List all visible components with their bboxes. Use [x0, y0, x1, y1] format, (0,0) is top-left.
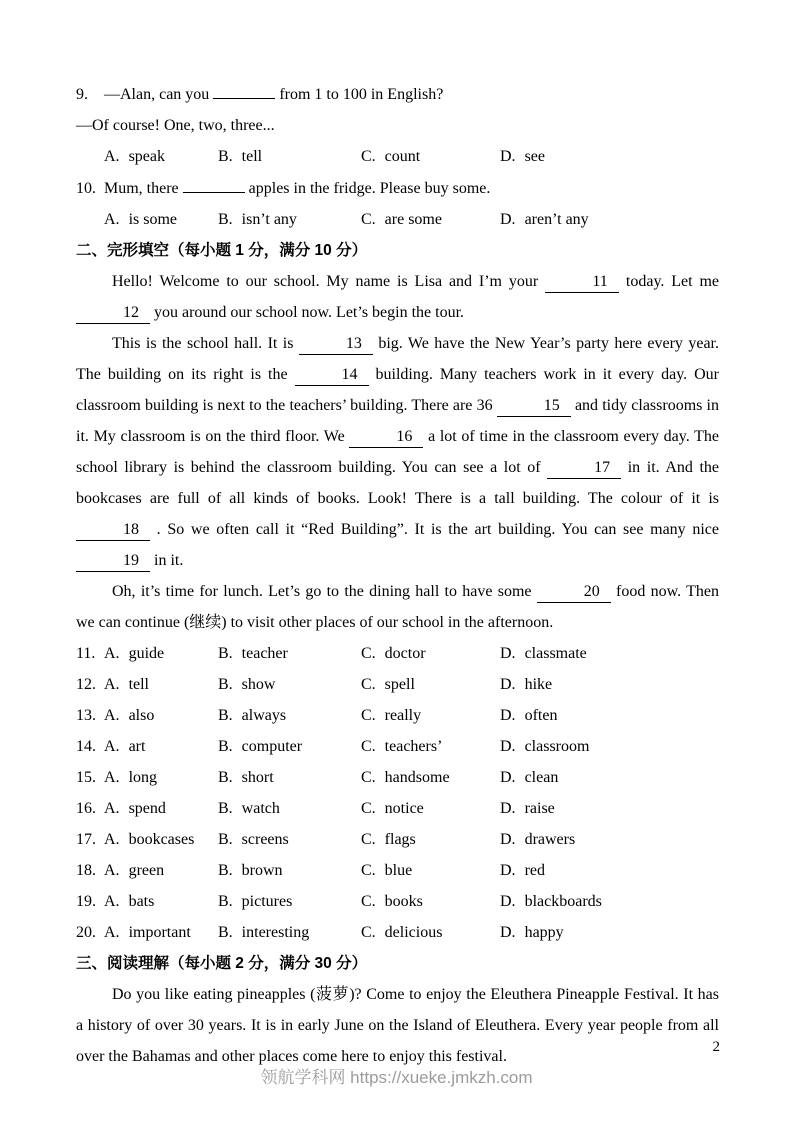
watermark-text: 领航学科网 https://xueke.jmkzh.com: [260, 1068, 533, 1087]
fill-in-blank: 15: [497, 396, 571, 417]
option: [104, 855, 164, 886]
fill-in-blank: 11: [545, 272, 619, 293]
question-number: 13.: [76, 707, 96, 724]
text-segment: you around our school now. Let’s begin the tour.: [150, 304, 465, 321]
question-number: 11.: [76, 645, 96, 662]
option-label: A.: [104, 924, 120, 941]
option-text: red: [524, 862, 545, 879]
option: [218, 700, 286, 731]
fill-in-blank: [183, 172, 245, 193]
fill-in-blank: 13: [299, 334, 373, 355]
option-label: A.: [104, 211, 120, 228]
text-segment: This is the school hall. It is: [112, 335, 299, 352]
fill-in-blank: 18: [76, 520, 150, 541]
fill-in-blank: 17: [547, 458, 621, 479]
option-label: B.: [218, 831, 233, 848]
question-number: 14.: [76, 738, 96, 755]
option-text: short: [241, 769, 274, 786]
option-text: hike: [524, 676, 553, 693]
option-label: D.: [500, 211, 516, 228]
option: [218, 762, 274, 793]
option: [104, 204, 177, 235]
option-text: guide: [128, 645, 165, 662]
option-label: D.: [500, 862, 516, 879]
cloze-question-row: [76, 669, 719, 700]
option: [500, 141, 545, 172]
option-text: delicious: [384, 924, 443, 941]
option-text: books: [384, 893, 423, 910]
option-text: isn’t any: [241, 211, 297, 228]
option-text: art: [128, 738, 146, 755]
option: [218, 886, 292, 917]
option: [500, 886, 602, 917]
page-content: [76, 78, 719, 1072]
question-10-stem: [76, 172, 719, 204]
option: [104, 886, 154, 917]
question-9-reply: —Of course! One, two, three...: [76, 117, 275, 134]
option: [500, 855, 545, 886]
cloze-question-row: [76, 762, 719, 793]
option-text: watch: [241, 800, 280, 817]
option-text: doctor: [384, 645, 426, 662]
option: [104, 141, 165, 172]
option-text: often: [524, 707, 558, 724]
option: [218, 731, 302, 762]
cloze-question-row: [76, 824, 719, 855]
option-label: B.: [218, 800, 233, 817]
option-text: also: [128, 707, 155, 724]
section-2-title: 二、完形填空（每小题 1 分，满分 10 分）: [76, 242, 368, 259]
option-text: classroom: [524, 738, 590, 755]
text-segment: in it.: [150, 552, 184, 569]
option-text: happy: [524, 924, 564, 941]
question-number: 9.: [76, 86, 88, 103]
option-label: C.: [361, 924, 376, 941]
option-label: B.: [218, 707, 233, 724]
question-number: 16.: [76, 800, 96, 817]
text-segment: from 1 to 100 in English?: [275, 86, 444, 103]
option-text: flags: [384, 831, 416, 848]
option: [361, 793, 424, 824]
option: [104, 638, 164, 669]
option: [104, 824, 194, 855]
question-9-options: [76, 141, 719, 172]
option-text: classmate: [524, 645, 587, 662]
option: [218, 855, 283, 886]
option-label: D.: [500, 769, 516, 786]
text-segment: food now. Then we can continue (继续) to visit other places of our school in the afternoon.: [76, 583, 719, 631]
option: [361, 700, 421, 731]
text-segment: . So we often call it “Red Building”. It is the art building. You can see many nice: [150, 521, 719, 538]
option-text: drawers: [524, 831, 576, 848]
option-text: count: [384, 148, 421, 165]
option-label: C.: [361, 676, 376, 693]
text-segment: apples in the fridge. Please buy some.: [244, 180, 491, 197]
option-label: C.: [361, 800, 376, 817]
text-segment: big. We have the New Year’s party here every year. The building on its right is the: [76, 335, 720, 383]
cloze-paragraph-3: [76, 576, 719, 638]
option-text: clean: [524, 769, 559, 786]
option-text: pictures: [241, 893, 293, 910]
option-text: blue: [384, 862, 413, 879]
option-text: teachers’: [384, 738, 443, 755]
cloze-question-list: [76, 638, 719, 948]
option: [218, 204, 297, 235]
option: [104, 669, 149, 700]
option: [361, 638, 426, 669]
option-text: are some: [384, 211, 442, 228]
option-text: brown: [241, 862, 283, 879]
option-text: bats: [128, 893, 155, 910]
option-text: really: [384, 707, 422, 724]
option: [361, 824, 416, 855]
question-number: 12.: [76, 676, 96, 693]
option-label: B.: [218, 862, 233, 879]
cloze-question-row: [76, 855, 719, 886]
option-text: spend: [128, 800, 166, 817]
option-label: A.: [104, 862, 120, 879]
option-text: bookcases: [128, 831, 195, 848]
option: [104, 917, 191, 948]
option: [104, 762, 157, 793]
option-text: notice: [384, 800, 424, 817]
question-number: 18.: [76, 862, 96, 879]
option: [104, 731, 145, 762]
option-label: C.: [361, 862, 376, 879]
option: [218, 141, 262, 172]
question-number: 10.: [76, 180, 96, 197]
option-label: D.: [500, 676, 516, 693]
option-label: C.: [361, 893, 376, 910]
text-segment: —Alan, can you: [104, 86, 214, 103]
option-text: tell: [128, 676, 149, 693]
option-label: D.: [500, 893, 516, 910]
option-label: D.: [500, 800, 516, 817]
text-segment: and tidy classrooms in it. My classroom is on the third floor. We: [76, 397, 719, 445]
option-label: C.: [361, 831, 376, 848]
option-text: handsome: [384, 769, 450, 786]
option-text: show: [241, 676, 276, 693]
option: [500, 731, 589, 762]
section-3-title: 三、阅读理解（每小题 2 分，满分 30 分）: [76, 955, 368, 972]
cloze-paragraph-1: [76, 266, 719, 328]
option-label: A.: [104, 676, 120, 693]
question-10-options: [76, 204, 719, 235]
option-label: A.: [104, 738, 120, 755]
option-label: A.: [104, 831, 120, 848]
question-stem-text: [104, 180, 490, 197]
option-text: speak: [128, 148, 165, 165]
option: [361, 141, 420, 172]
question-number: 17.: [76, 831, 96, 848]
text-segment: Hello! Welcome to our school. My name is Lisa and I’m your: [112, 273, 546, 290]
option: [500, 638, 587, 669]
option-label: C.: [361, 211, 376, 228]
fill-in-blank: 14: [295, 365, 369, 386]
cloze-question-row: [76, 731, 719, 762]
option: [218, 793, 280, 824]
option: [361, 917, 442, 948]
option-label: D.: [500, 645, 516, 662]
option-text: always: [241, 707, 287, 724]
question-9-stem: [76, 78, 719, 110]
option-label: D.: [500, 707, 516, 724]
option-label: A.: [104, 893, 120, 910]
option-label: D.: [500, 831, 516, 848]
option: [361, 204, 442, 235]
option: [361, 855, 412, 886]
cloze-question-row: [76, 638, 719, 669]
option-text: computer: [241, 738, 303, 755]
reading-paragraph: Do you like eating pineapples (菠萝)? Come to enjoy the Eleuthera Pineapple Festival. It has a history of over 30 years. It is in early June on the Island of Eleuthera. Every year people from all over the Bahamas and other places come here to enjoy this festival.: [76, 986, 719, 1065]
option-label: A.: [104, 645, 120, 662]
option-label: C.: [361, 707, 376, 724]
option-label: B.: [218, 211, 233, 228]
fill-in-blank: 12: [76, 303, 150, 324]
question-number: 19.: [76, 893, 96, 910]
option-label: B.: [218, 924, 233, 941]
option-label: A.: [104, 769, 120, 786]
option-label: D.: [500, 738, 516, 755]
option-text: aren’t any: [524, 211, 589, 228]
text-segment: building. Many teachers work in it every day. Our classroom building is next to the teachers’ building. There are 36: [76, 366, 720, 414]
option: [361, 731, 442, 762]
option: [361, 762, 450, 793]
cloze-question-row: [76, 700, 719, 731]
option: [500, 204, 589, 235]
option: [500, 917, 564, 948]
fill-in-blank: 19: [76, 551, 150, 572]
option-text: blackboards: [524, 893, 602, 910]
option: [500, 669, 552, 700]
fill-in-blank: 16: [349, 427, 423, 448]
option-label: B.: [218, 769, 233, 786]
option-text: green: [128, 862, 165, 879]
option-label: C.: [361, 148, 376, 165]
question-number: 15.: [76, 769, 96, 786]
option: [361, 669, 415, 700]
page-number: 2: [712, 1039, 720, 1055]
option: [500, 793, 555, 824]
option-text: teacher: [241, 645, 288, 662]
option-label: B.: [218, 893, 233, 910]
option: [500, 762, 558, 793]
option-label: C.: [361, 645, 376, 662]
question-number: 20.: [76, 924, 96, 941]
cloze-question-row: [76, 886, 719, 917]
option-text: screens: [241, 831, 289, 848]
cloze-question-row: [76, 917, 719, 948]
option: [218, 638, 288, 669]
text-segment: Oh, it’s time for lunch. Let’s go to the dining hall to have some: [112, 583, 537, 600]
option-text: raise: [524, 800, 555, 817]
option: [104, 793, 166, 824]
option-label: B.: [218, 645, 233, 662]
option-text: important: [128, 924, 191, 941]
option: [218, 917, 309, 948]
fill-in-blank: 20: [537, 582, 611, 603]
option-text: is some: [128, 211, 178, 228]
option-label: B.: [218, 738, 233, 755]
option: [104, 700, 154, 731]
cloze-paragraph-2: [76, 328, 719, 576]
option-text: spell: [384, 676, 415, 693]
option-text: interesting: [241, 924, 310, 941]
cloze-question-row: [76, 793, 719, 824]
option-label: D.: [500, 148, 516, 165]
option-text: tell: [241, 148, 263, 165]
option: [218, 824, 289, 855]
option-text: see: [524, 148, 545, 165]
text-segment: in it. And the bookcases are full of all kinds of books. Look! There is a tall building. The colour of it is: [76, 459, 719, 507]
option: [500, 824, 575, 855]
option-label: C.: [361, 738, 376, 755]
option-label: D.: [500, 924, 516, 941]
option-label: B.: [218, 676, 233, 693]
option-label: A.: [104, 148, 120, 165]
option: [218, 669, 275, 700]
text-segment: Mum, there: [104, 180, 183, 197]
option: [500, 700, 557, 731]
fill-in-blank: [213, 78, 275, 99]
option-text: long: [128, 769, 158, 786]
text-segment: a lot of time in the classroom every day. The school library is behind the classroom building. You can see a lot of: [76, 428, 720, 476]
question-stem-text: [104, 86, 443, 103]
option-label: B.: [218, 148, 233, 165]
text-segment: today. Let me: [619, 273, 720, 290]
option: [361, 886, 423, 917]
option-label: C.: [361, 769, 376, 786]
option-label: A.: [104, 707, 120, 724]
option-label: A.: [104, 800, 120, 817]
